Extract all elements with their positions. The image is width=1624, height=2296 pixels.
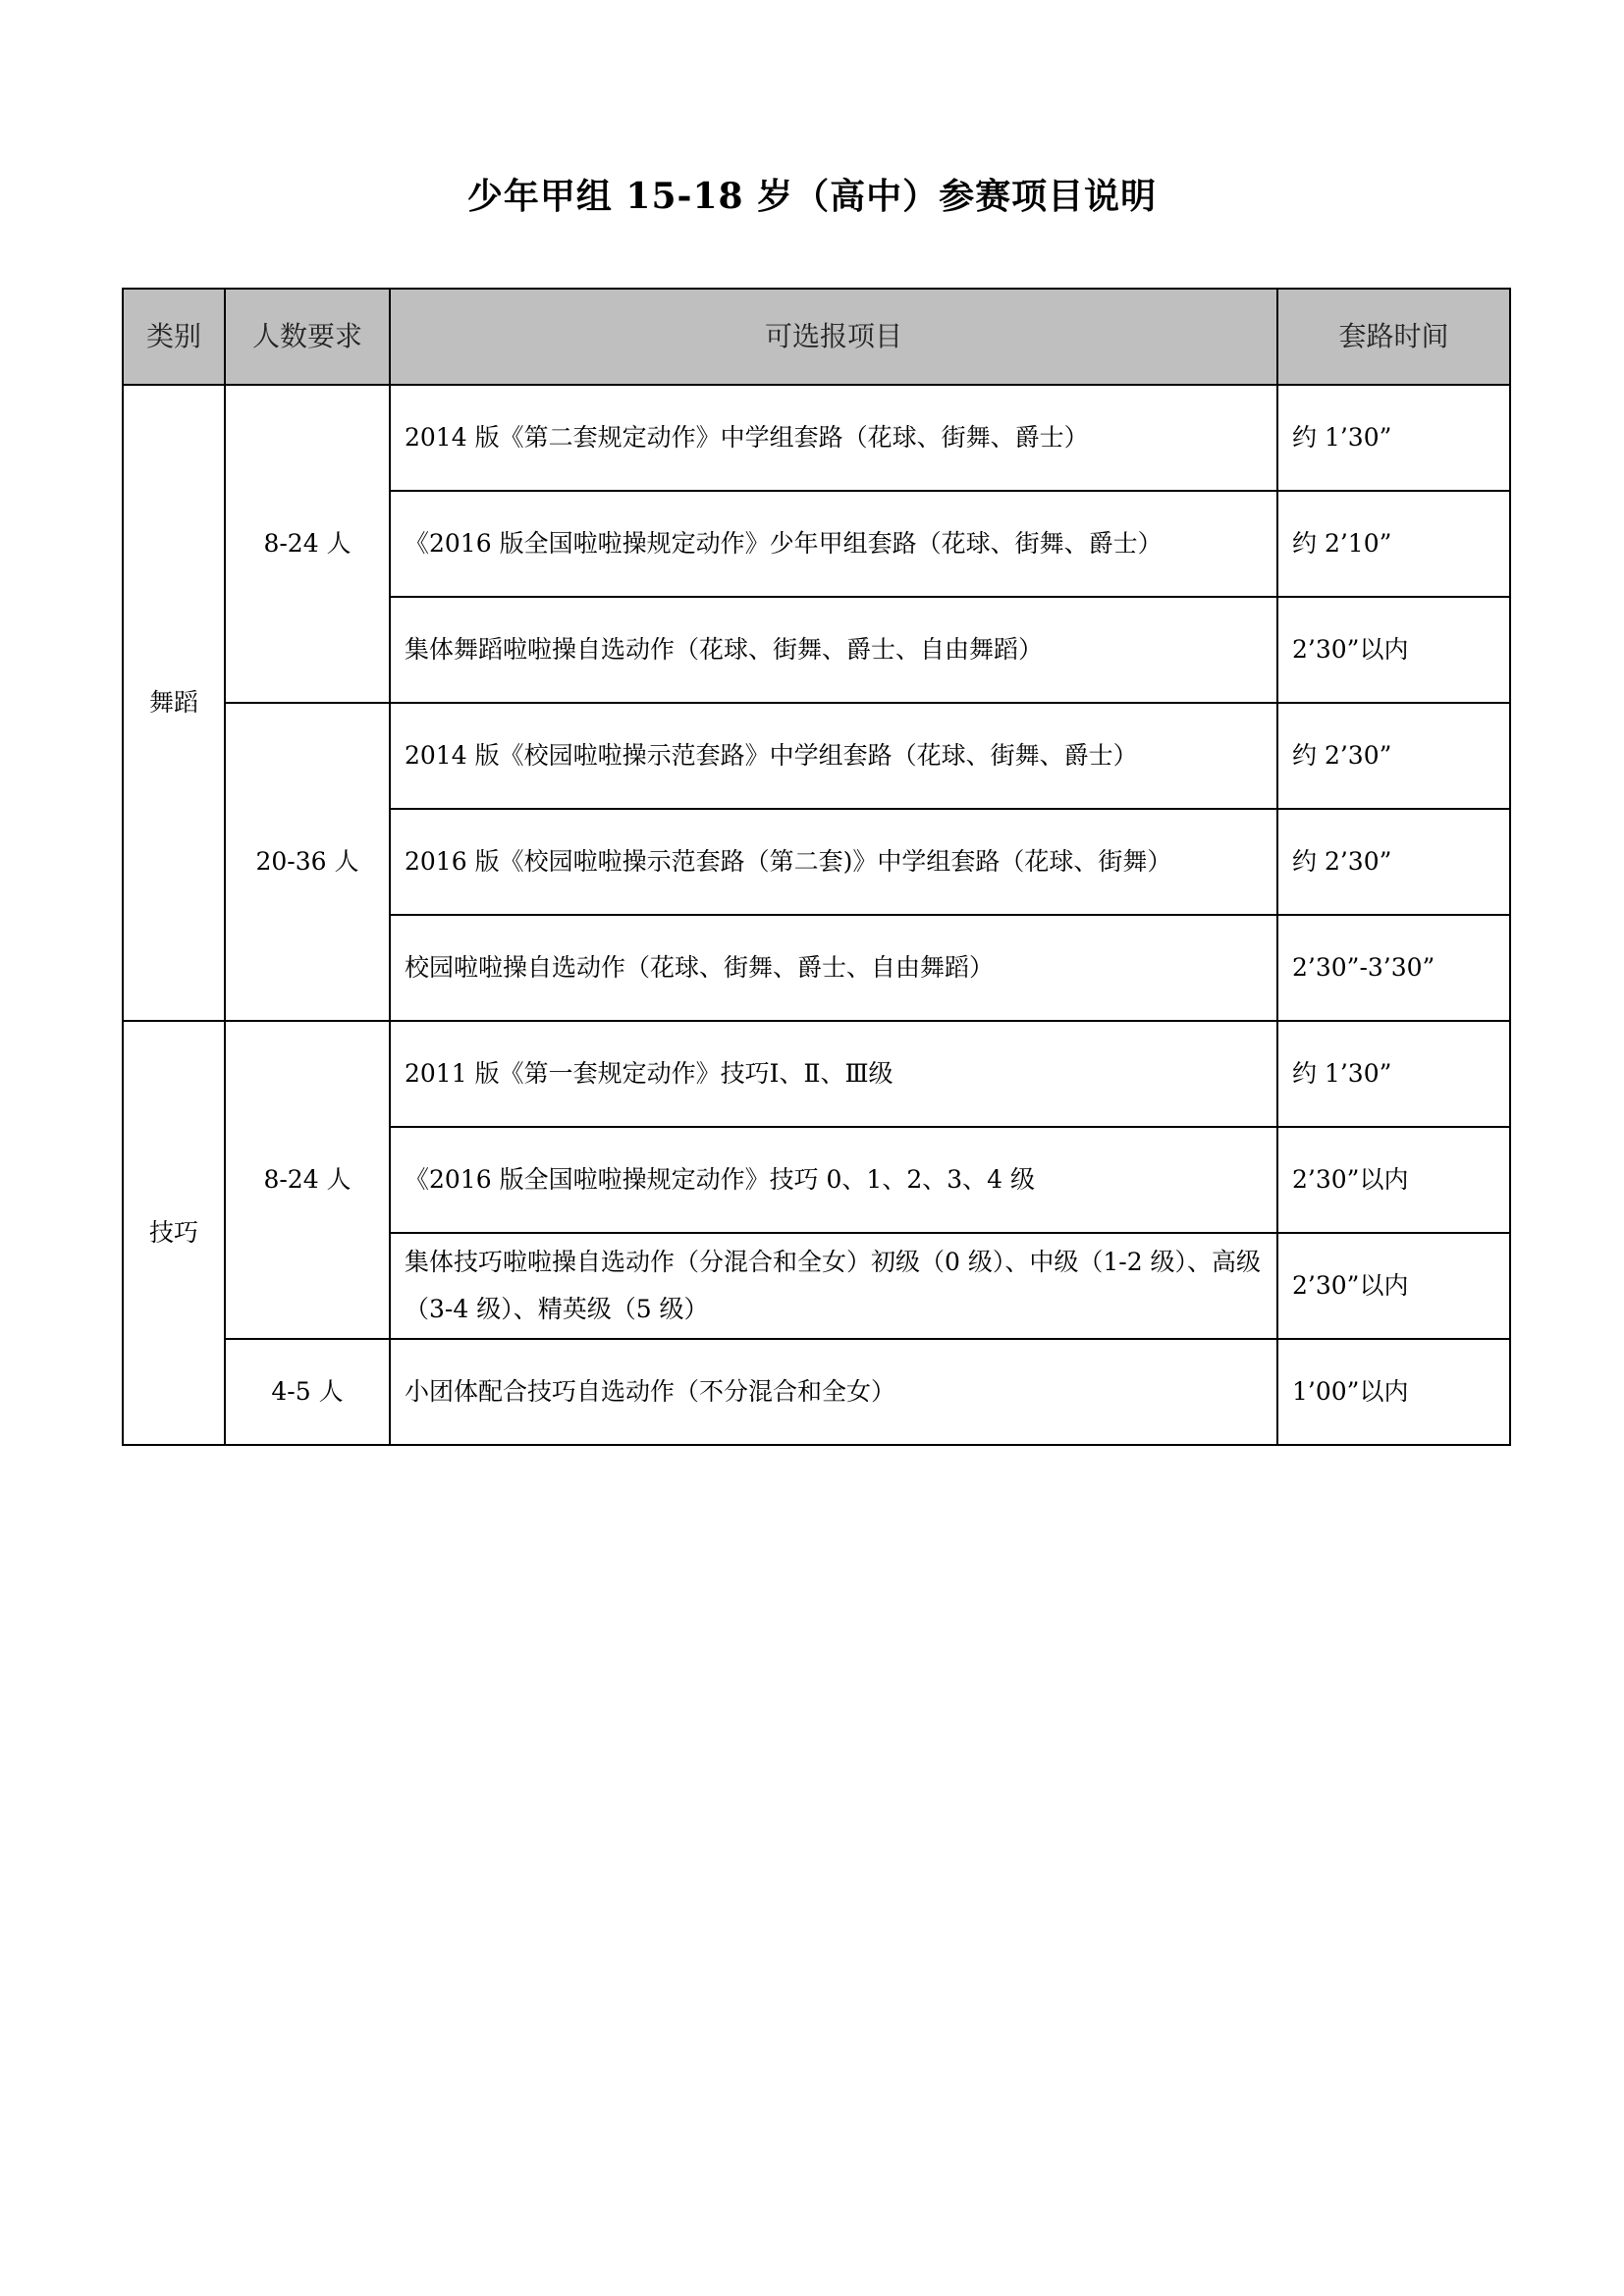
item-cell: 2016 版《校园啦啦操示范套路（第二套)》中学组套路（花球、街舞）	[390, 809, 1277, 915]
item-cell: 集体技巧啦啦操自选动作（分混合和全女）初级（0 级）、中级（1-2 级）、高级（3-4 级）、精英级（5 级）	[390, 1233, 1277, 1339]
header-category: 类别	[123, 289, 225, 385]
count-cell: 4-5 人	[225, 1339, 390, 1445]
item-cell: 2014 版《第二套规定动作》中学组套路（花球、街舞、爵士）	[390, 385, 1277, 491]
time-cell: 1’00”以内	[1277, 1339, 1510, 1445]
events-table	[122, 288, 1511, 1446]
time-cell: 2’30”以内	[1277, 1127, 1510, 1233]
item-cell: 校园啦啦操自选动作（花球、街舞、爵士、自由舞蹈）	[390, 915, 1277, 1021]
time-cell: 约 1’30”	[1277, 385, 1510, 491]
table-row	[123, 703, 1510, 809]
header-count: 人数要求	[225, 289, 390, 385]
table-row	[123, 1339, 1510, 1445]
header-time: 套路时间	[1277, 289, 1510, 385]
table-row	[123, 385, 1510, 491]
time-cell: 2’30”以内	[1277, 597, 1510, 703]
item-cell: 《2016 版全国啦啦操规定动作》技巧 0、1、2、3、4 级	[390, 1127, 1277, 1233]
time-cell: 2’30”以内	[1277, 1233, 1510, 1339]
item-cell: 小团体配合技巧自选动作（不分混合和全女）	[390, 1339, 1277, 1445]
table-row	[123, 1021, 1510, 1127]
count-cell: 20-36 人	[225, 703, 390, 1021]
item-cell: 集体舞蹈啦啦操自选动作（花球、街舞、爵士、自由舞蹈）	[390, 597, 1277, 703]
time-cell: 2’30”-3’30”	[1277, 915, 1510, 1021]
item-cell: 《2016 版全国啦啦操规定动作》少年甲组套路（花球、街舞、爵士）	[390, 491, 1277, 597]
time-cell: 约 1’30”	[1277, 1021, 1510, 1127]
page-title: 少年甲组 15-18 岁（高中）参赛项目说明	[466, 176, 1158, 217]
time-cell: 约 2’10”	[1277, 491, 1510, 597]
item-cell: 2014 版《校园啦啦操示范套路》中学组套路（花球、街舞、爵士）	[390, 703, 1277, 809]
header-items: 可选报项目	[390, 289, 1277, 385]
table-header-row	[123, 289, 1510, 385]
item-cell: 2011 版《第一套规定动作》技巧Ⅰ、Ⅱ、Ⅲ级	[390, 1021, 1277, 1127]
category-cell: 舞蹈	[123, 385, 225, 1021]
time-cell: 约 2’30”	[1277, 809, 1510, 915]
count-cell: 8-24 人	[225, 385, 390, 703]
count-cell: 8-24 人	[225, 1021, 390, 1339]
time-cell: 约 2’30”	[1277, 703, 1510, 809]
category-cell: 技巧	[123, 1021, 225, 1445]
